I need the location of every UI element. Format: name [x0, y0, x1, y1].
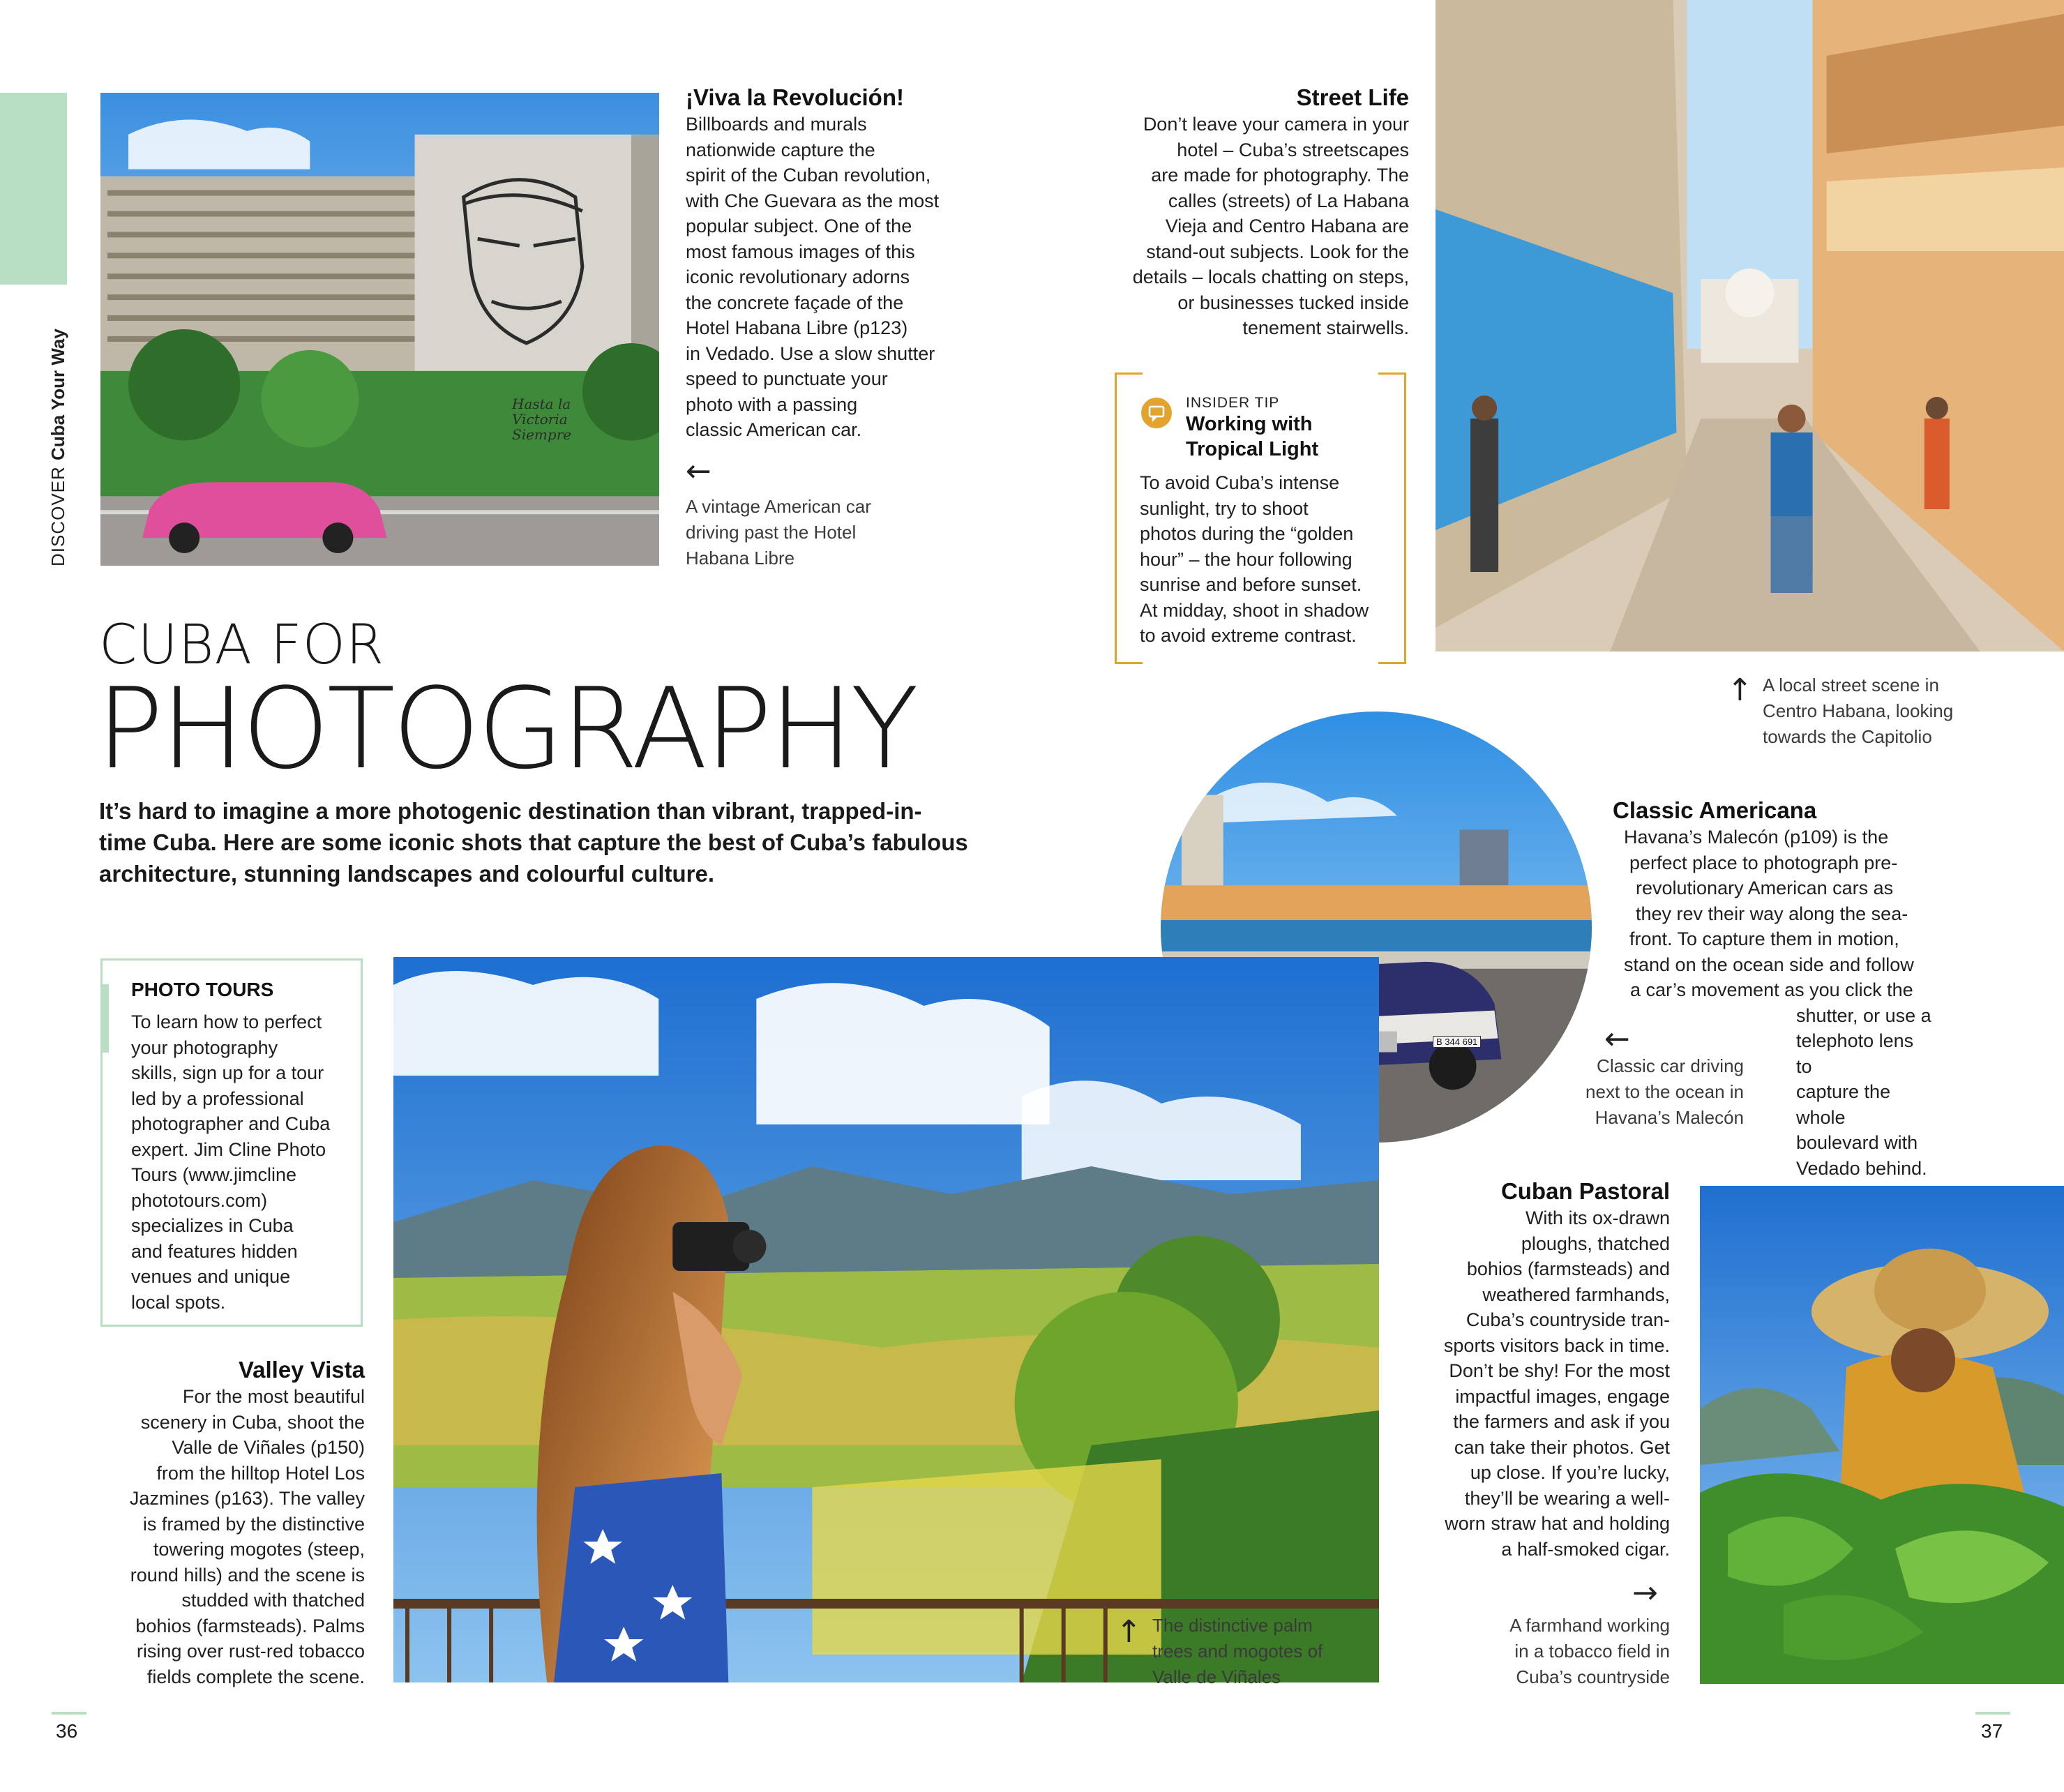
insider-corner-tl [1115, 372, 1143, 375]
pastoral-section [1409, 1177, 1670, 1562]
photo-tours-body: To learn how to perfect your photography skills, sign up for a tour led by a professional photographer and Cuba expert. Jim Cline Photo Tours (www.jimcline phototours.com) specializes in Cuba and features hidden venues and unique local spots. [131, 1011, 331, 1313]
street-section [1088, 84, 1409, 341]
viva-body: Billboards and murals nationwide capture the spirit of the Cuban revolution, with Che Guevara as the most popular subject. One of the most famous images of this iconic revolutionary adorns the concrete façade of the Hotel Habana Libre (p123) in Vedado. Use a slow shutter speed to punctuate your photo with a passing classic American car. [686, 114, 940, 440]
pastoral-arrow-icon: → [1632, 1575, 1658, 1611]
side-tab [0, 93, 67, 285]
speech-bubble-icon [1141, 398, 1172, 428]
americana-caption: Classic car driving next to the ocean in Havana’s Malecón [1585, 1055, 1744, 1128]
page-number-right: 37 [1981, 1720, 2003, 1742]
americana-body: Havana’s Malecón (p109) is the perfect place to photograph pre- revolutionary American cars as they rev their way along the sea- front. To capture them in motion, stand on the ocean side and follow a car’s movement as you click the shutter, or use a telephoto lens to capture the whole boulevard with Vedado behind. [1624, 827, 1931, 1179]
side-tab-label-light: DISCOVER [47, 466, 68, 566]
photo-vinales-valley [393, 957, 1379, 1682]
insider-body: To avoid Cuba’s intense sunlight, try to shoot photos during the “golden hour” – the hour following sunrise and before sunset. At midday, shoot in shadow to avoid extreme contrast. [1140, 472, 1369, 646]
viva-arrow-icon: ← [686, 453, 711, 489]
insider-corner-bl [1115, 662, 1143, 664]
insider-title: Working with Tropical Light [1186, 413, 1319, 460]
americana-heading: Classic Americana [1613, 797, 1817, 823]
photo-tours-box [100, 958, 363, 1327]
valley-heading: Valley Vista [238, 1357, 365, 1383]
insider-tip-box [1115, 372, 1406, 664]
street-arrow-icon: ↑ [1727, 672, 1753, 708]
valley-body: For the most beautiful scenery in Cuba, shoot the Valle de Viñales (p150) from the hilltop Hotel Los Jazmines (p163). The valley is framed by the distinctive towering mogotes (steep, round hills) and the scene is studded with thatched bohios (farmsteads). Palms rising over rust-red tobacco fields complete the scene. [129, 1386, 365, 1687]
pastoral-caption: A farmhand working in a tobacco field in Cuba’s countryside [1509, 1615, 1670, 1687]
side-tab-label [47, 329, 69, 566]
page-number-left-rule [52, 1712, 86, 1715]
valley-caption: The distinctive palm trees and mogotes of Valle de Viñales [1152, 1615, 1323, 1687]
viva-caption: A vintage American car driving past the Hotel Habana Libre [686, 496, 871, 569]
side-tab-label-bold: Cuba Your Way [47, 329, 68, 460]
street-caption: A local street scene in Centro Habana, looking towards the Capitolio [1763, 675, 1954, 747]
americana-arrow-icon: ← [1604, 1021, 1630, 1057]
photo-tours-heading: PHOTO TOURS [131, 979, 274, 1000]
valley-section [98, 1356, 365, 1689]
page-number-right-rule [1975, 1712, 2010, 1715]
page-title-line1: CUBA FOR [99, 614, 385, 677]
page-number-left: 36 [56, 1720, 78, 1742]
valley-arrow-icon: ↑ [1116, 1614, 1142, 1650]
photo-tobacco-farmhand [1700, 1186, 2064, 1684]
che-mural-sign: Hasta la Victoria Siempre [512, 396, 572, 443]
page-title-line2: PHOTOGRAPHY [96, 663, 917, 794]
insider-corner-br [1378, 662, 1406, 664]
viva-heading: ¡Viva la Revolución! [686, 84, 904, 110]
photo-tours-accent-bar [100, 984, 109, 1053]
pastoral-body: With its ox-drawn ploughs, thatched bohios (farmsteads) and weathered farmhands, Cuba’s countryside tran- sports visitors back in time. Don’t be shy! For the most impactful images, engage the farmers and ask if you can take their photos. Get up close. If you’re lucky, they’ll be wearing a well- worn straw hat and holding a half-smoked cigar. [1443, 1207, 1670, 1560]
insider-corner-tr [1378, 372, 1406, 375]
viva-section [686, 84, 965, 443]
insider-kicker: INSIDER TIP [1186, 395, 1280, 411]
photo-hotel-habana-libre [100, 93, 659, 566]
car-license-plate: B 344 691 [1433, 1036, 1481, 1048]
photo-centro-habana-street [1436, 0, 2064, 652]
street-heading: Street Life [1296, 84, 1409, 110]
intro-paragraph: It’s hard to imagine a more photogenic destination than vibrant, trapped-in- time Cuba. Here are some iconic shots that capture the best of Cuba’s fabulous architecture, stunning landscapes and colourful culture. [99, 798, 968, 887]
street-body: Don’t leave your camera in your hotel – Cuba’s streetscapes are made for photography. The calles (streets) of La Habana Vieja and Centro Habana are stand-out subjects. Look for the details – locals chatting on steps, or businesses tucked inside tenement stairwells. [1132, 114, 1409, 338]
pastoral-heading: Cuban Pastoral [1500, 1178, 1670, 1204]
